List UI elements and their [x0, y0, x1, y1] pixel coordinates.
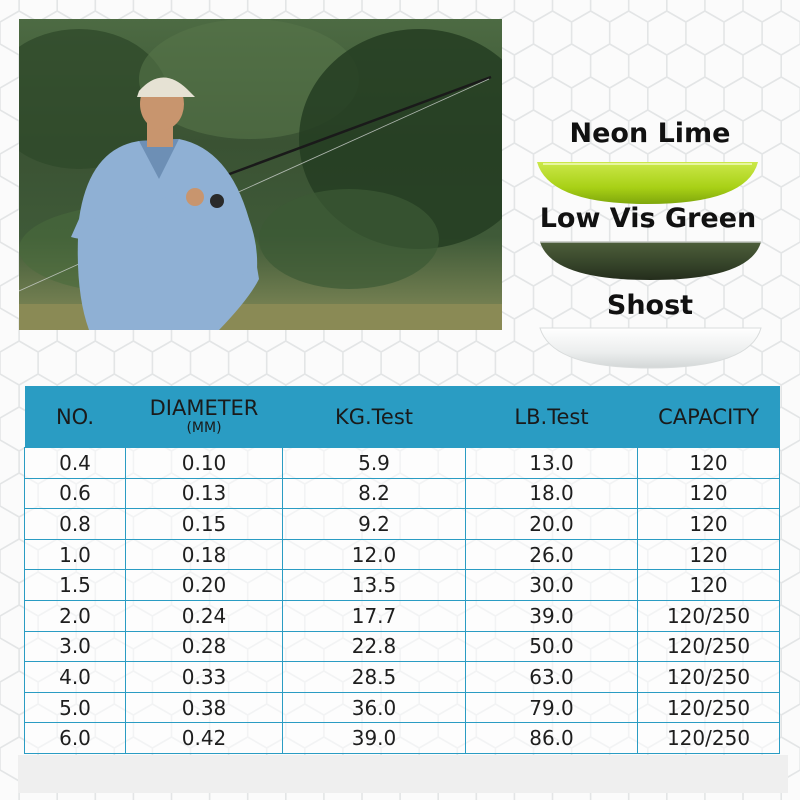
- cell-kg-test: 39.0: [283, 723, 466, 754]
- cell-no: 2.0: [25, 600, 126, 631]
- header-lb-test: LB.Test: [466, 386, 638, 448]
- fisherman-photo: [19, 19, 502, 330]
- cell-kg-test: 12.0: [283, 539, 466, 570]
- cell-capacity: 120: [638, 448, 780, 479]
- cell-lb-test: 20.0: [466, 509, 638, 540]
- cell-diameter: 0.33: [126, 662, 283, 693]
- cell-diameter: 0.10: [126, 448, 283, 479]
- table-row: [25, 478, 780, 509]
- neon-lime-spool-icon: [535, 158, 760, 206]
- table-header-row: [25, 386, 780, 448]
- cell-diameter: 0.13: [126, 478, 283, 509]
- table-row: [25, 448, 780, 479]
- cell-capacity: 120: [638, 570, 780, 601]
- cell-lb-test: 39.0: [466, 600, 638, 631]
- low-vis-green-spool-icon: [538, 240, 763, 282]
- cell-no: 5.0: [25, 692, 126, 723]
- cell-no: 3.0: [25, 631, 126, 662]
- swatch-label-neon-lime: Neon Lime: [569, 118, 731, 149]
- cell-diameter: 0.24: [126, 600, 283, 631]
- cell-kg-test: 5.9: [283, 448, 466, 479]
- cell-diameter: 0.18: [126, 539, 283, 570]
- table-row: [25, 692, 780, 723]
- cell-diameter: 0.28: [126, 631, 283, 662]
- cell-kg-test: 28.5: [283, 662, 466, 693]
- cell-capacity: 120: [638, 539, 780, 570]
- cell-diameter: 0.42: [126, 723, 283, 754]
- footer-bar: [18, 755, 788, 793]
- cell-kg-test: 8.2: [283, 478, 466, 509]
- cell-kg-test: 13.5: [283, 570, 466, 601]
- cell-no: 0.8: [25, 509, 126, 540]
- cell-lb-test: 86.0: [466, 723, 638, 754]
- cell-capacity: 120/250: [638, 600, 780, 631]
- cell-no: 4.0: [25, 662, 126, 693]
- header-kg-test: KG.Test: [283, 386, 466, 448]
- cell-lb-test: 30.0: [466, 570, 638, 601]
- cell-lb-test: 13.0: [466, 448, 638, 479]
- header-diameter: DIAMETER (MM): [126, 386, 283, 448]
- table-row: [25, 631, 780, 662]
- cell-kg-test: 9.2: [283, 509, 466, 540]
- cell-capacity: 120/250: [638, 723, 780, 754]
- cell-kg-test: 22.8: [283, 631, 466, 662]
- line-spec-table: [24, 386, 780, 754]
- cell-capacity: 120: [638, 478, 780, 509]
- table-row: [25, 509, 780, 540]
- cell-capacity: 120/250: [638, 631, 780, 662]
- header-capacity: CAPACITY: [638, 386, 780, 448]
- cell-no: 0.4: [25, 448, 126, 479]
- table-row: [25, 600, 780, 631]
- cell-capacity: 120/250: [638, 662, 780, 693]
- swatch-label-low-vis-green: Low Vis Green: [539, 203, 757, 234]
- cell-no: 1.5: [25, 570, 126, 601]
- header-diameter-unit: (MM): [186, 420, 222, 436]
- cell-lb-test: 18.0: [466, 478, 638, 509]
- cell-lb-test: 63.0: [466, 662, 638, 693]
- cell-lb-test: 79.0: [466, 692, 638, 723]
- cell-no: 6.0: [25, 723, 126, 754]
- cell-no: 1.0: [25, 539, 126, 570]
- header-no: NO.: [25, 386, 126, 448]
- cell-diameter: 0.38: [126, 692, 283, 723]
- table-row: [25, 539, 780, 570]
- swatch-label-ghost: Shost: [606, 290, 694, 321]
- cell-lb-test: 50.0: [466, 631, 638, 662]
- table-row: [25, 662, 780, 693]
- ghost-spool-icon: [538, 326, 763, 370]
- cell-no: 0.6: [25, 478, 126, 509]
- cell-kg-test: 36.0: [283, 692, 466, 723]
- table-row: [25, 723, 780, 754]
- cell-lb-test: 26.0: [466, 539, 638, 570]
- cell-diameter: 0.15: [126, 509, 283, 540]
- table-row: [25, 570, 780, 601]
- cell-kg-test: 17.7: [283, 600, 466, 631]
- cell-diameter: 0.20: [126, 570, 283, 601]
- cell-capacity: 120: [638, 509, 780, 540]
- cell-capacity: 120/250: [638, 692, 780, 723]
